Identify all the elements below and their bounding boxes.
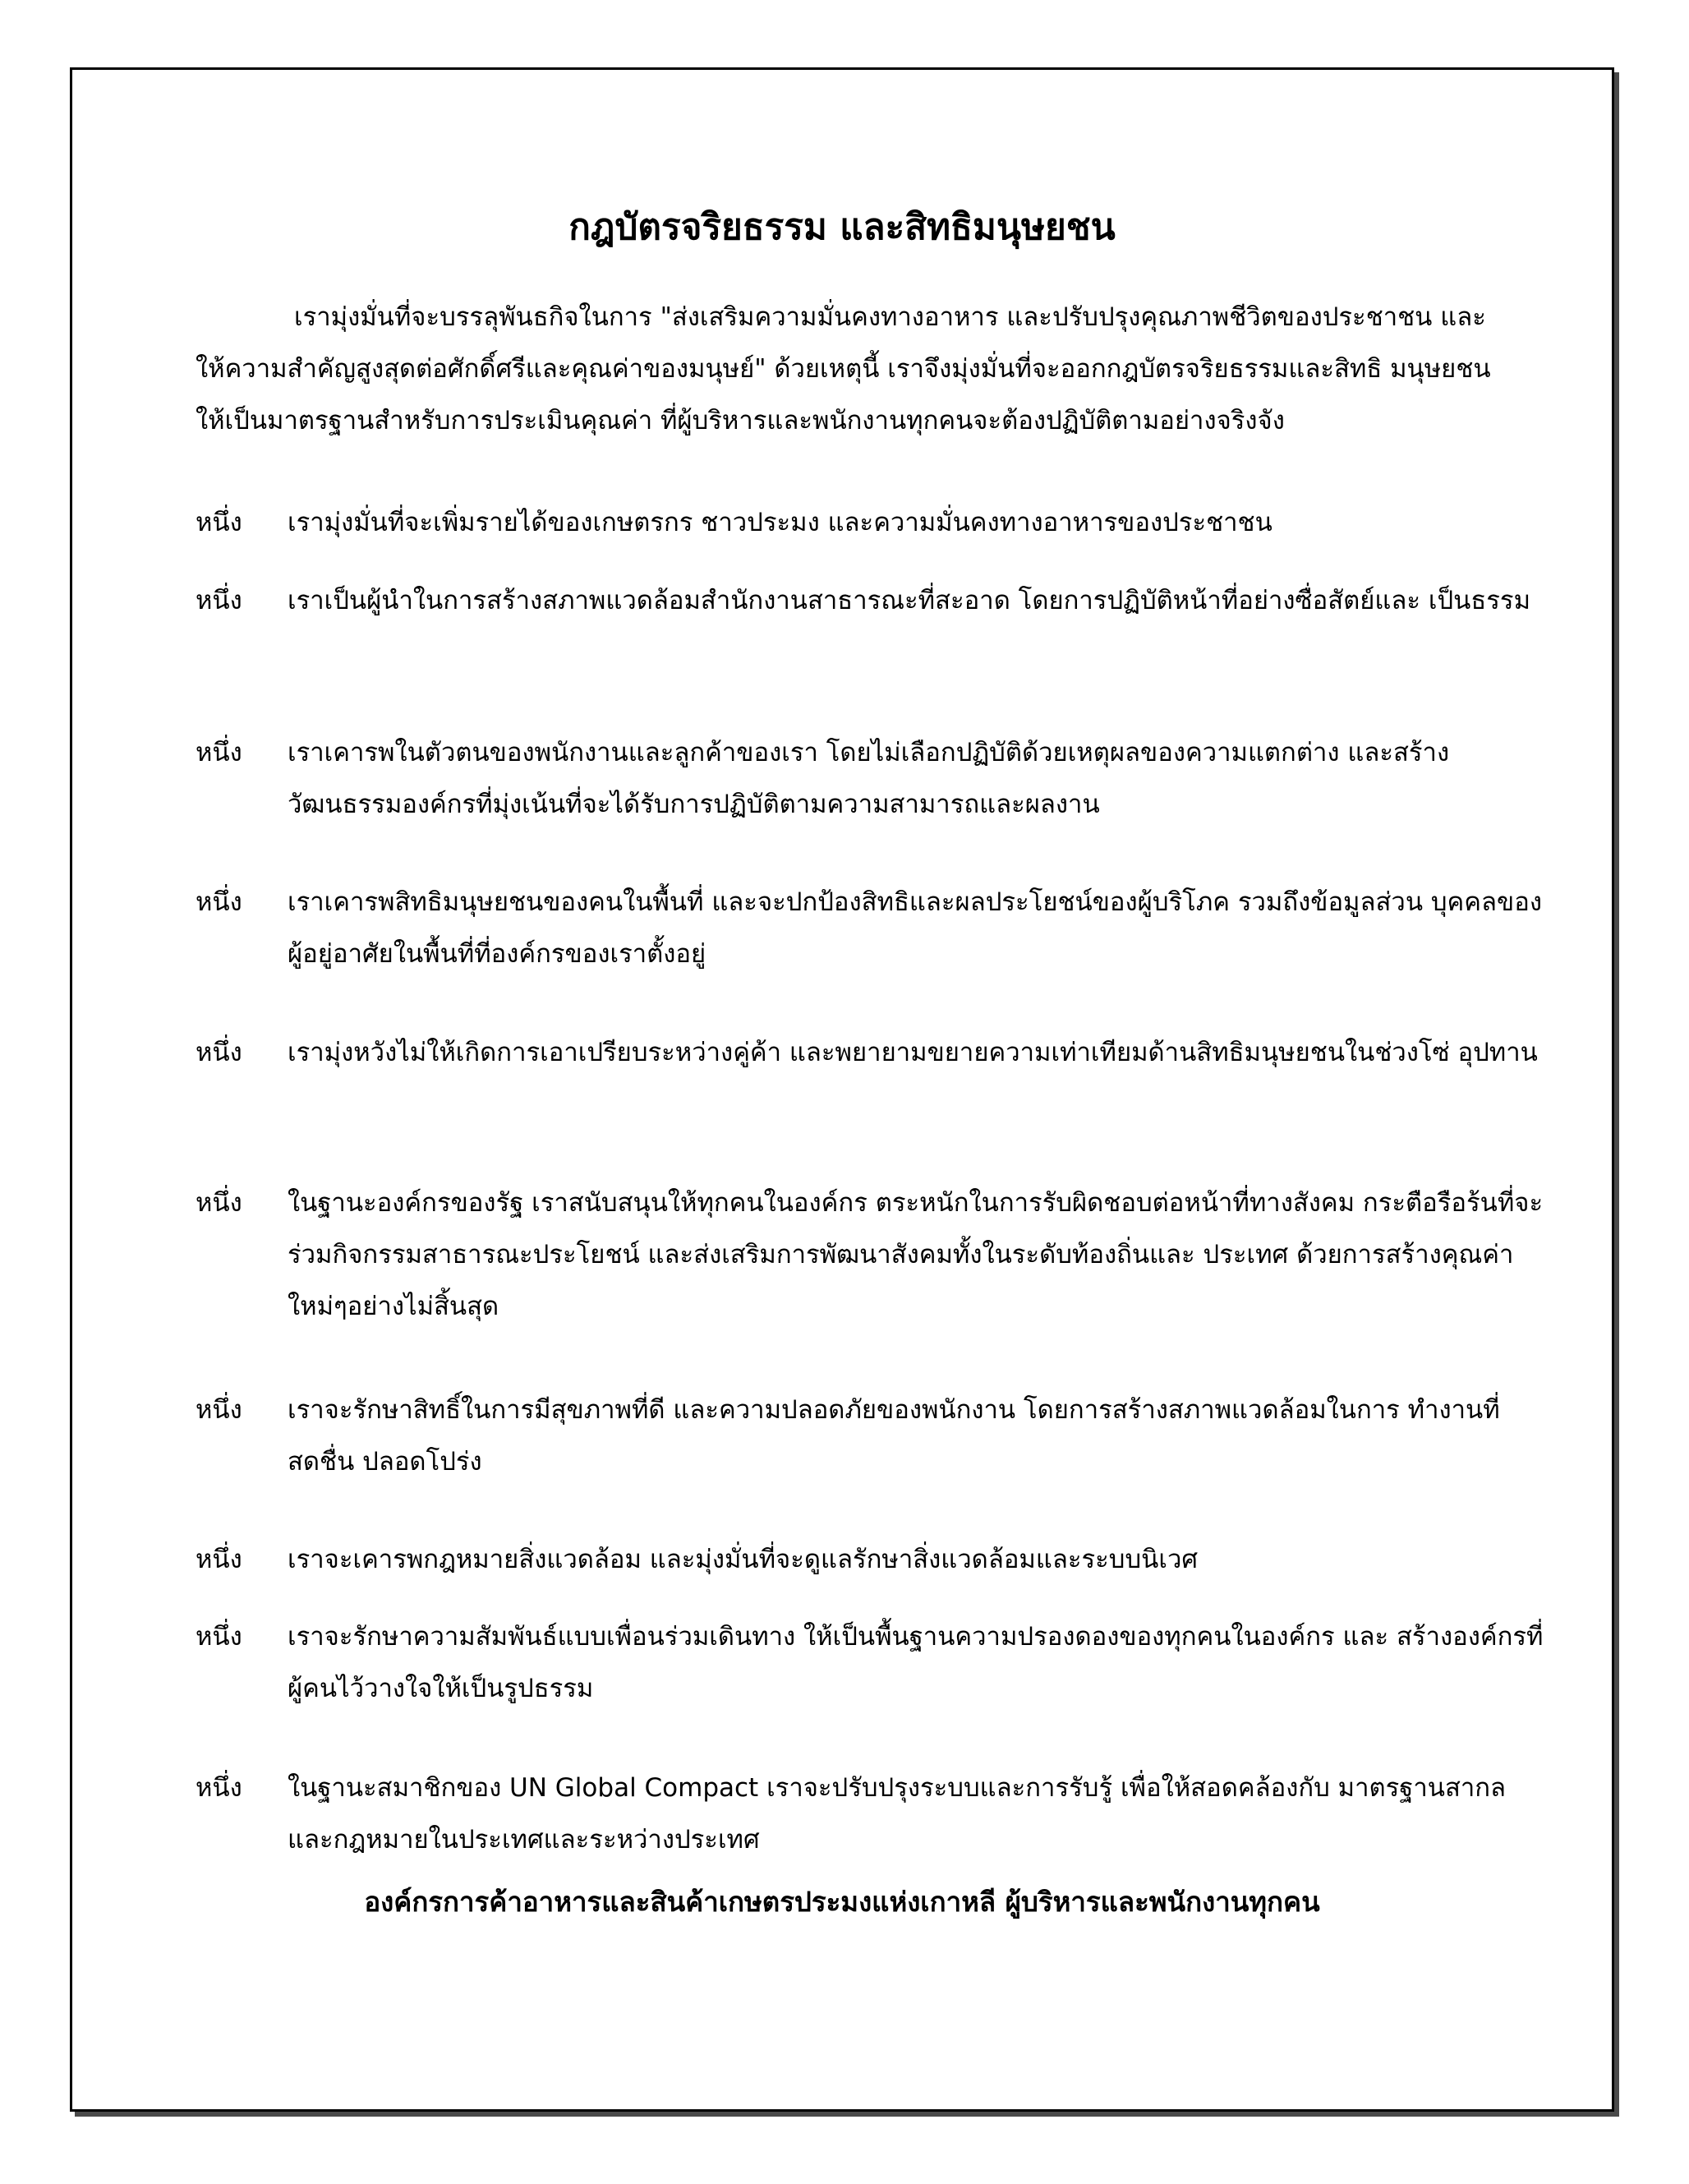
clause-label: หนึ่ง — [196, 508, 242, 537]
clause-text: ในฐานะองค์กรของรัฐ เราสนับสนุนให้ทุกคนในองค์กร ตระหนักในการรับผิดชอบต่อหน้าที่ทางสังคม กระตือรือร้นที่จะร่วมกิจกรรมสาธารณะประโยชน์ และส่งเสริมการพัฒนาสังคมทั้งในระดับท้องถิ่นและ ประเทศ ด้วยการสร้างคุณค่าใหม่ๆอย่างไม่สิ้นสุด — [288, 1188, 1544, 1321]
document-page — [70, 67, 1614, 2112]
clause-text: เราจะเคารพกฎหมายสิ่งแวดล้อม และมุ่งมั่นที่จะดูแลรักษาสิ่งแวดล้อมและระบบนิเวศ — [288, 1545, 1199, 1574]
clause-label: หนึ่ง — [196, 1395, 242, 1425]
clause-label: หนึ่ง — [196, 1622, 242, 1652]
clause-label: หนึ่ง — [196, 1038, 242, 1067]
clause-label: หนึ่ง — [196, 1188, 242, 1218]
clause-text: เราเป็นผู้นำในการสร้างสภาพแวดล้อมสำนักงานสาธารณะที่สะอาด โดยการปฏิบัติหน้าที่อย่างซื่อสัตย์และ เป็นธรรม — [288, 586, 1531, 615]
clause-text: เราจะรักษาสิทธิ์ในการมีสุขภาพที่ดี และความปลอดภัยของพนักงาน โดยการสร้างสภาพแวดล้อมในการ ทำงานที่สดชื่น ปลอดโปร่ง — [288, 1395, 1500, 1477]
clause-text: เราเคารพในตัวตนของพนักงานและลูกค้าของเรา โดยไม่เลือกปฏิบัติด้วยเหตุผลของความแตกต่าง และสร้าง วัฒนธรรมองค์กรที่มุ่งเน้นที่จะได้รับการปฏิบัติตามความสามารถและผลงาน — [288, 738, 1450, 819]
clause-text: เราจะรักษาความสัมพันธ์แบบเพื่อนร่วมเดินทาง ให้เป็นพื้นฐานความปรองดองของทุกคนในองค์กร และ สร้างองค์กรที่ผู้คนไว้วางใจให้เป็นรูปธรรม — [288, 1622, 1544, 1703]
clause-label: หนึ่ง — [196, 738, 242, 767]
clause-label: หนึ่ง — [196, 1773, 242, 1803]
clause-text: ในฐานะสมาชิกของ UN Global Compact เราจะปรับปรุงระบบและการรับรู้ เพื่อให้สอดคล้องกับ มาตรฐานสากล และกฎหมายในประเทศและระหว่างประเทศ — [288, 1773, 1507, 1855]
clause-label: หนึ่ง — [196, 887, 242, 917]
clause-label: หนึ่ง — [196, 586, 242, 615]
intro-paragraph: เรามุ่งมั่นที่จะบรรลุพันธกิจในการ "ส่งเสริมความมั่นคงทางอาหาร และปรับปรุงคุณภาพชีวิตของประชาชน และให้ความสำคัญสูงสุดต่อศักดิ์ศรีและคุณค่าของมนุษย์" ด้วยเหตุนี้ เราจึงมุ่งมั่นที่จะออกกฎบัตรจริยธรรมและสิทธิ มนุษยชน ให้เป็นมาตรฐานสำหรับการประเมินคุณค่า ที่ผู้บริหารและพนักงานทุกคนจะต้องปฏิบัติตามอย่างจริงจัง — [196, 302, 1491, 435]
clause-text: เรามุ่งหวังไม่ให้เกิดการเอาเปรียบระหว่างคู่ค้า และพยายามขยายความเท่าเทียมด้านสิทธิมนุษยชนในช่วงโซ่ อุปทาน — [288, 1038, 1538, 1067]
clause-text: เรามุ่งมั่นที่จะเพิ่มรายได้ของเกษตรกร ชาวประมง และความมั่นคงทางอาหารของประชาชน — [288, 508, 1273, 537]
page-title: กฎบัตรจริยธรรม และสิทธิมนุษยชน — [568, 206, 1116, 248]
signature-line: องค์กรการค้าอาหารและสินค้าเกษตรประมงแห่งเกาหลี ผู้บริหารและพนักงานทุกคน — [364, 1886, 1320, 1918]
clause-text: เราเคารพสิทธิมนุษยชนของคนในพื้นที่ และจะปกป้องสิทธิและผลประโยชน์ของผู้บริโภค รวมถึงข้อมูลส่วน บุคคลของผู้อยู่อาศัยในพื้นที่ที่องค์กรของเราตั้งอยู่ — [288, 887, 1542, 969]
clause-label: หนึ่ง — [196, 1545, 242, 1574]
